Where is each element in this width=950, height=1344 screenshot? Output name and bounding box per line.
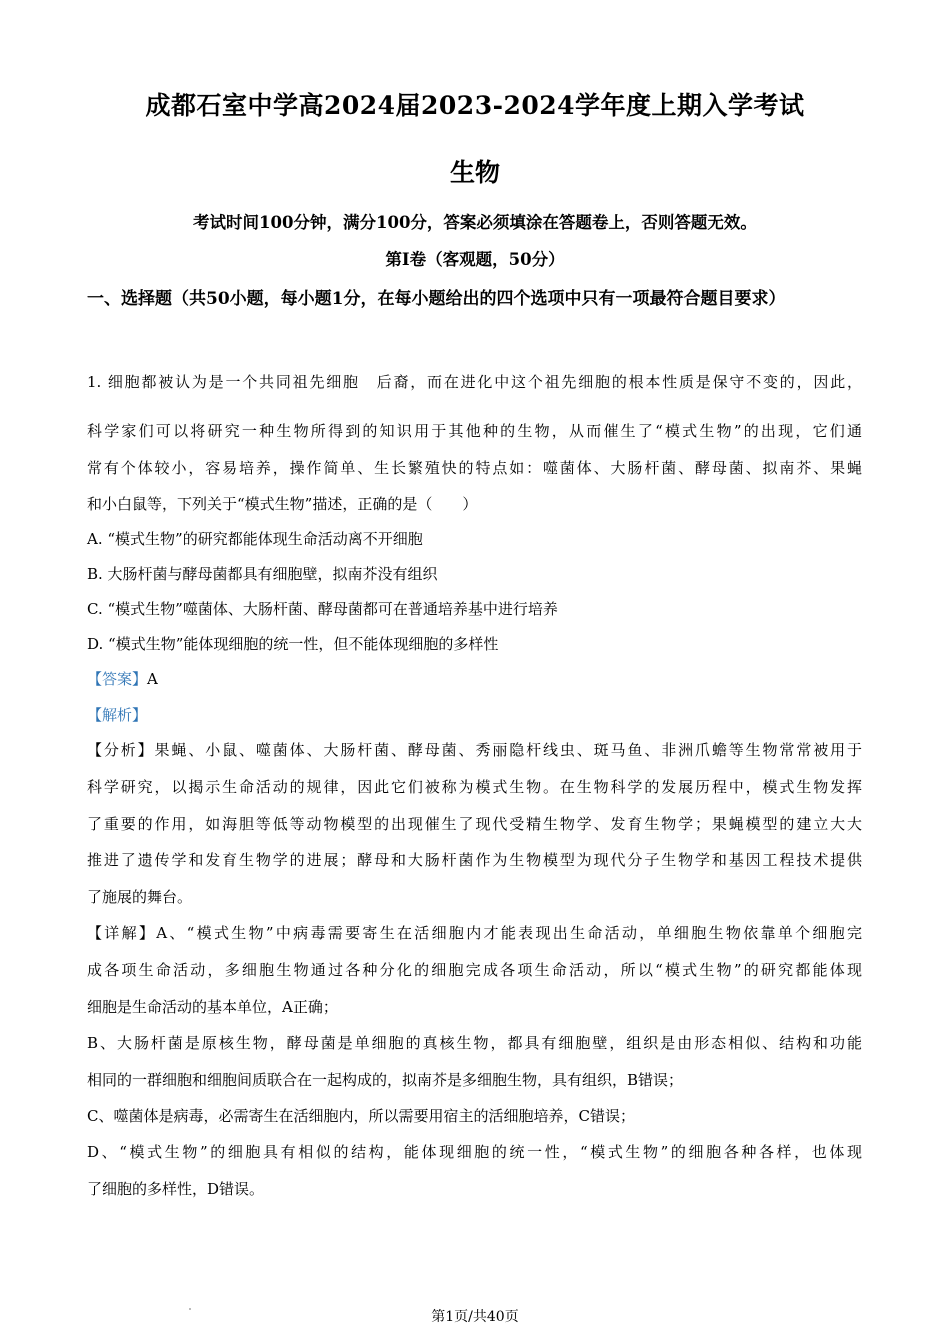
question-stem-line: 1. 细胞都被认为是一个共同祖先细胞 后裔，而在进化中这个祖先细胞的根本性质是保守不变的，因此， xyxy=(87,373,862,391)
detail-line: 成各项生命活动，多细胞生物通过各种分化的细胞完成各项生命活动，所以“模式生物”的研究都能体现 xyxy=(87,961,862,979)
subject-title: 生物 xyxy=(449,158,500,187)
section-heading: 一、选择题（共50小题，每小题1分，在每小题给出的四个选项中只有一项最符合题目要求） xyxy=(87,289,786,309)
option-d: D. “模式生物”能体现细胞的统一性，但不能体现细胞的多样性 xyxy=(87,635,499,653)
analysis-label: 【解析】 xyxy=(87,706,148,724)
option-c: C. “模式生物”噬菌体、大肠杆菌、酵母菌都可在普通培养基中进行培养 xyxy=(87,600,558,618)
detail-line: C、噬菌体是病毒，必需寄生在活细胞内，所以需要用宿主的活细胞培养，C错误； xyxy=(87,1107,635,1125)
analysis-line: 科学研究，以揭示生命活动的规律，因此它们被称为模式生物。在生物科学的发展历程中，模式生物发挥 xyxy=(87,778,862,796)
question-stem-line: 和小白鼠等，下列关于“模式生物”描述，正确的是（ ） xyxy=(87,495,478,513)
detail-line: D、“模式生物”的细胞具有相似的结构，能体现细胞的统一性，“模式生物”的细胞各种各样，也体现 xyxy=(87,1143,862,1161)
page-number: 第1页/共40页 xyxy=(431,1309,519,1325)
detail-line: 【详解】A、“模式生物”中病毒需要寄生在活细胞内才能表现出生命活动，单细胞生物依靠单个细胞完 xyxy=(87,924,862,942)
analysis-line: 【分析】果蝇、小鼠、噬菌体、大肠杆菌、酵母菌、秀丽隐杆线虫、斑马鱼、非洲爪蟾等生物常常被用于 xyxy=(87,741,862,759)
analysis-line: 了施展的舞台。 xyxy=(87,888,193,906)
detail-line: 细胞是生命活动的基本单位，A正确； xyxy=(87,998,338,1016)
detail-line: 了细胞的多样性，D错误。 xyxy=(87,1180,265,1198)
question-stem-line: 常有个体较小，容易培养，操作简单、生长繁殖快的特点如：噬菌体、大肠杆菌、酵母菌、拟南芥、果蝇 xyxy=(87,459,862,477)
answer-label: 【答案】 xyxy=(87,670,148,688)
detail-line: 相同的一群细胞和细胞间质联合在一起构成的，拟南芥是多细胞生物，具有组织，B错误； xyxy=(87,1071,684,1089)
exam-title: 成都石室中学高2024届2023-2024学年度上期入学考试 xyxy=(145,91,805,120)
detail-line: B、大肠杆菌是原核生物，酵母菌是单细胞的真核生物，都具有细胞壁，组织是由形态相似、结构和功能 xyxy=(87,1034,862,1052)
answer-value: A xyxy=(147,670,158,688)
answer-line xyxy=(87,669,862,689)
question-stem-line: 科学家们可以将研究一种生物所得到的知识用于其他种的生物，从而催生了“模式生物”的出现，它们通 xyxy=(87,422,862,440)
analysis-line: 了重要的作用，如海胆等低等动物模型的出现催生了现代受精生物学、发育生物学；果蝇模型的建立大大 xyxy=(87,815,862,833)
volume-heading: 第Ⅰ卷（客观题，50分） xyxy=(385,250,565,269)
option-a: A. “模式生物”的研究都能体现生命活动离不开细胞 xyxy=(87,530,423,548)
exam-notice: 考试时间100分钟，满分100分，答案必须填涂在答题卷上，否则答题无效。 xyxy=(193,213,757,232)
option-b: B. 大肠杆菌与酵母菌都具有细胞壁，拟南芥没有组织 xyxy=(87,565,438,583)
analysis-line: 推进了遗传学和发育生物学的进展；酵母和大肠杆菌作为生物模型为现代分子生物学和基因工程技术提供 xyxy=(87,851,862,869)
